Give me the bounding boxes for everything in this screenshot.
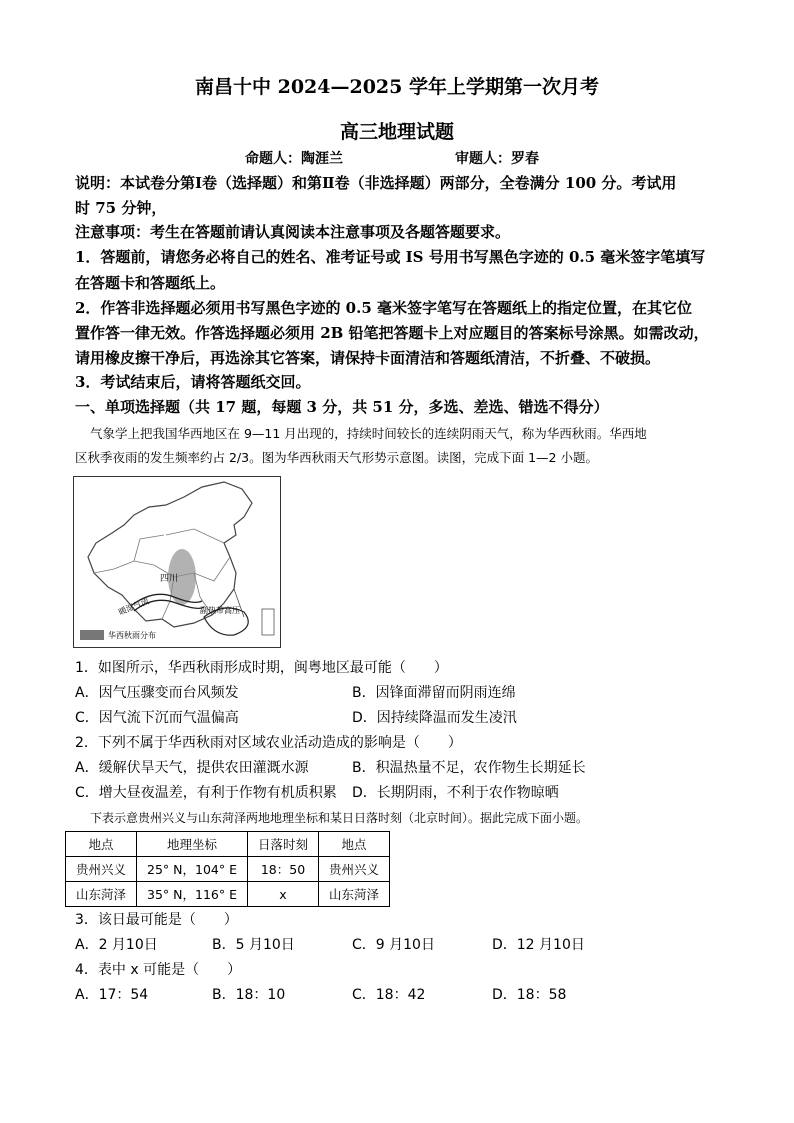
instruction-line: 请用橡皮擦干净后，再选涂其它答案，请保持卡面清洁和答题纸清洁，不折叠、不破损。 (75, 349, 661, 367)
option: D．因持续降温而发生凌汛 (352, 710, 517, 726)
table-cell: 山东菏泽 (319, 882, 390, 907)
passage-line: 区秋季夜雨的发生频率约占 2/3。图为华西秋雨天气形势示意图。读图，完成下面 1—2 小题。 (75, 450, 598, 465)
instruction-line: 置作答一律无效。作答选择题必须用 2B 铅笔把答题卡上对应题目的答案标号涂黑。如需改动， (75, 324, 709, 342)
table-cell: 山东菏泽 (66, 882, 137, 907)
option: B．18：10 (212, 987, 286, 1003)
question-stem: 3．该日最可能是（ ） (75, 912, 238, 928)
table-header: 日落时刻 (248, 832, 319, 857)
table-header: 地点 (319, 832, 390, 857)
instruction-line: 2．作答非选择题必须用书写黑色字迹的 0.5 毫米签字笔写在答题纸上的指定位置，在其它位 (75, 299, 692, 317)
map-label-subtropical-high: 副热带高压 (200, 606, 240, 615)
exam-title: 南昌十中 2024—2025 学年上学期第一次月考 (195, 76, 599, 98)
china-map (74, 477, 280, 647)
south-china-sea-inset (262, 609, 274, 635)
option: C．18：42 (352, 987, 426, 1003)
question-stem: 4．表中 x 可能是（ ） (75, 962, 242, 978)
instruction-line: 说明：本试卷分第Ⅰ卷（选择题）和第Ⅱ卷（非选择题）两部分，全卷满分 100 分。考试用 (75, 174, 677, 192)
table-cell: 35° N，116° E (137, 882, 248, 907)
geo-table (65, 831, 390, 907)
instruction-line: 在答题卡和答题纸上。 (75, 274, 226, 292)
table-cell: x (248, 882, 319, 907)
reviewer: 审题人：罗春 (455, 151, 539, 167)
table-cell: 18：50 (248, 857, 319, 882)
section-heading: 一、单项选择题（共 17 题，每题 3 分，共 51 分，多选、差选、错选不得分） (75, 398, 609, 416)
table-row (66, 857, 390, 882)
option: B．因锋面滞留而阴雨连绵 (352, 685, 516, 701)
option: C．因气流下沉而气温偏高 (75, 710, 239, 726)
instruction-line: 3．考试结束后，请将答题纸交回。 (75, 373, 311, 391)
option: A．17：54 (75, 987, 149, 1003)
question-stem: 2．下列不属于华西秋雨对区域农业活动造成的影响是（ ） (75, 735, 462, 751)
instruction-line: 时 75 分钟， (75, 199, 167, 217)
option: B．5 月10日 (212, 937, 295, 953)
legend-label: 华西秋雨分布 (108, 631, 156, 640)
option: A．因气压骤变而台风频发 (75, 685, 239, 701)
table-header: 地理坐标 (137, 832, 248, 857)
table-header-row (66, 832, 390, 857)
instruction-line: 1．答题前，请您务必将自己的姓名、准考证号或 IS 号用书写黑色字迹的 0.5 毫米签字笔填写 (75, 248, 706, 266)
table-cell: 25° N，104° E (137, 857, 248, 882)
option: C．9 月10日 (352, 937, 435, 953)
option: D．18：58 (492, 987, 567, 1003)
option: D．12 月10日 (492, 937, 585, 953)
instruction-line: 注意事项：考生在答题前请认真阅读本注意事项及各题答题要求。 (75, 223, 511, 241)
option: A．2 月10日 (75, 937, 158, 953)
author: 命题人：陶涯兰 (245, 151, 343, 167)
table-cell: 贵州兴义 (66, 857, 137, 882)
option: B．积温热量不足，农作物生长期延长 (352, 760, 586, 776)
table-row (66, 882, 390, 907)
map-figure (73, 476, 281, 648)
question-stem: 1．如图所示，华西秋雨形成时期，闽粤地区最可能（ ） (75, 660, 448, 676)
table-header: 地点 (66, 832, 137, 857)
map-label-warm-flow: 暖湿气流 (117, 596, 151, 617)
map-label-sichuan: 四川 (160, 574, 179, 584)
exam-subtitle: 高三地理试题 (339, 121, 454, 143)
table-cell: 贵州兴义 (319, 857, 390, 882)
option: D．长期阴雨，不利于农作物晾晒 (352, 785, 559, 801)
passage-line: 气象学上把我国华西地区在 9—11 月出现的，持续时间较长的连续阴雨天气，称为华西秋雨。华西地 (90, 426, 647, 441)
legend-swatch (80, 630, 104, 640)
option: C．增大昼夜温差，有利于作物有机质积累 (75, 785, 337, 801)
option: A．缓解伏旱天气，提供农田灌溉水源 (75, 760, 309, 776)
table-intro: 下表示意贵州兴义与山东菏泽两地地理坐标和某日日落时刻（北京时间）。据此完成下面小题。 (90, 811, 589, 825)
